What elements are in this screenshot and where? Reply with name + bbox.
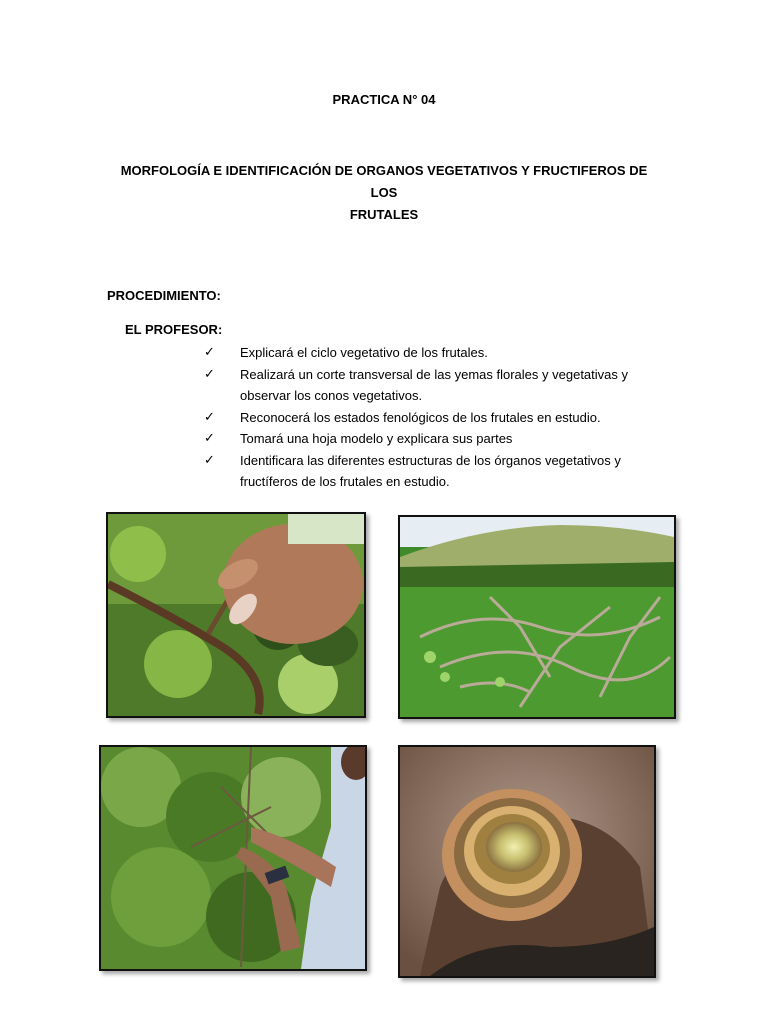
list-item [204, 450, 664, 493]
step-text: Realizará un corte transversal de las yemas florales y vegetativas y observar los conos vegetativos. [240, 366, 629, 403]
practice-title: PRACTICA N° 04 [332, 92, 436, 107]
checkmark-icon: ✓ [204, 345, 215, 360]
photo-orchard-field [398, 515, 676, 719]
procedure-label: PROCEDIMIENTO: [107, 288, 221, 303]
step-text: Reconocerá los estados fenológicos de los frutales en estudio. [240, 409, 601, 425]
professor-label: EL PROFESOR: [125, 322, 223, 337]
list-item [204, 428, 664, 450]
step-text: Tomará una hoja modelo y explicara sus partes [240, 431, 513, 446]
checkmark-icon: ✓ [204, 431, 215, 446]
photo-person-examining-bush [99, 745, 367, 971]
step-text: Explicará el ciclo vegetativo de los frutales. [240, 345, 488, 360]
step-text: Identificara las diferentes estructuras de los órganos vegetativos y fructíferos de los frutales en estudio. [240, 452, 621, 489]
heading-line-2: FRUTALES [349, 207, 419, 222]
checkmark-icon: ✓ [204, 409, 215, 425]
photo-bud-cross-section [398, 745, 656, 978]
list-item [204, 364, 664, 407]
list-item [204, 342, 664, 364]
list-item [204, 407, 664, 429]
photo-hand-holding-twig [106, 512, 366, 718]
procedure-steps-list [204, 342, 664, 493]
checkmark-icon: ✓ [204, 452, 215, 468]
document-heading [110, 160, 658, 226]
heading-line-1: MORFOLOGÍA E IDENTIFICACIÓN DE ORGANOS VEGETATIVOS Y FRUCTIFEROS DE LOS [120, 163, 648, 200]
checkmark-icon: ✓ [204, 366, 215, 382]
